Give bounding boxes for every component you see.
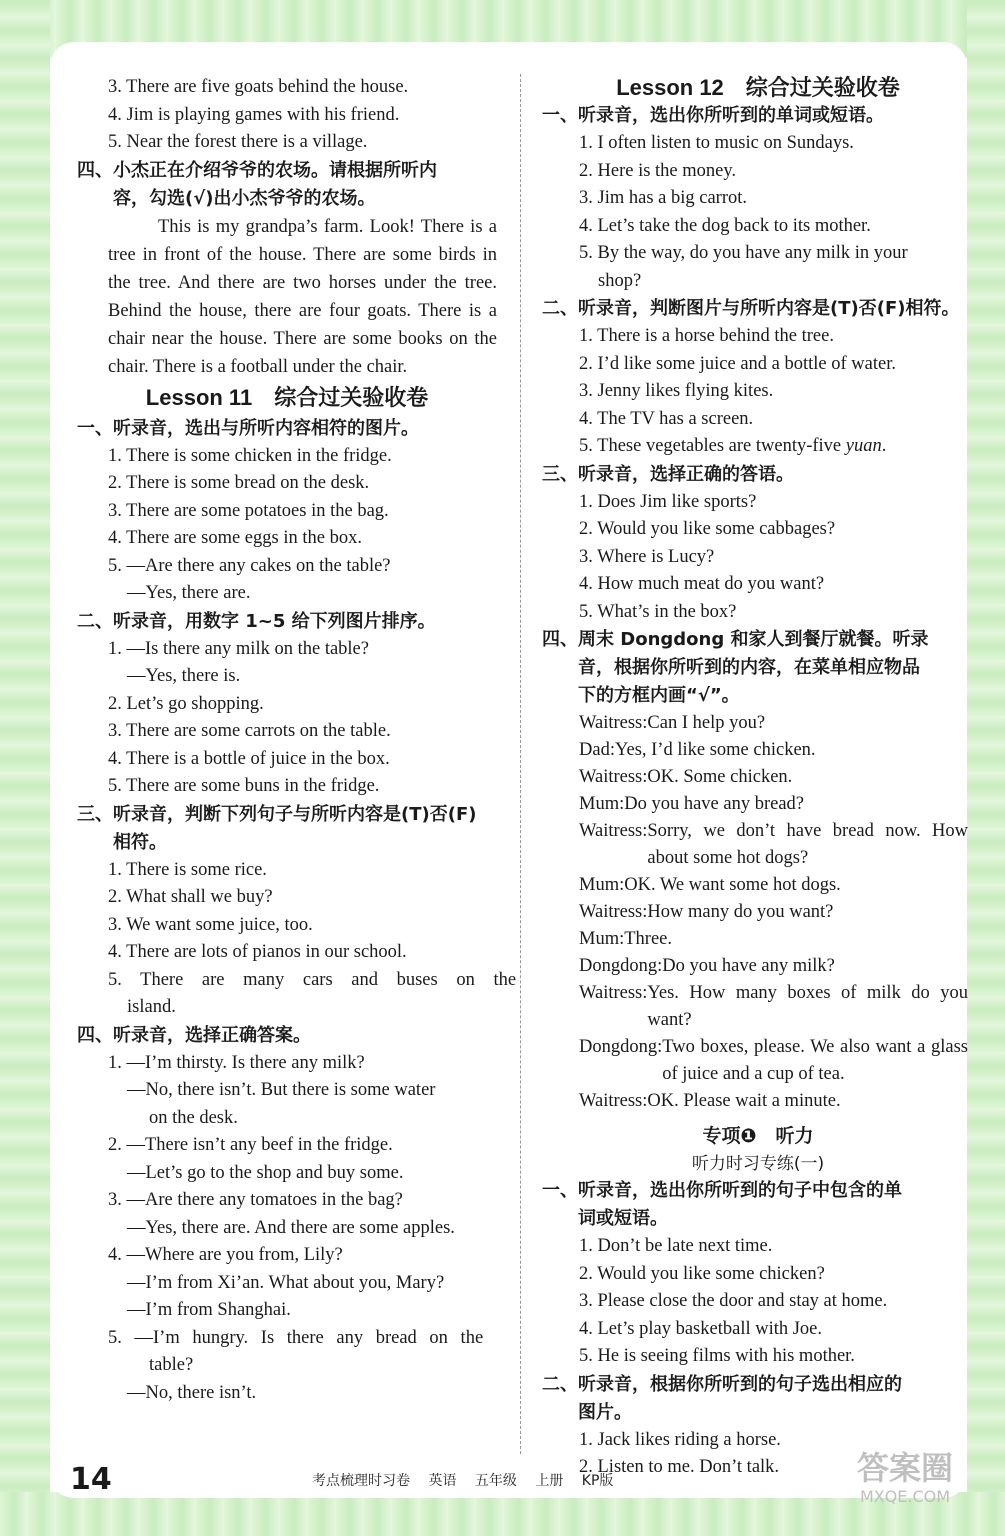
list-item: 3. Please close the door and stay at home. xyxy=(579,1291,888,1311)
section-heading: 图片。 xyxy=(578,1401,632,1423)
dialogue-line xyxy=(548,953,968,980)
speaker: Dongdong: xyxy=(579,1037,663,1057)
dialogue-line xyxy=(548,791,968,818)
section-heading: 三、听录音，选择正确的答语。 xyxy=(542,463,794,485)
list-item: 4. Jim is playing games with his friend. xyxy=(108,104,400,125)
list-item: 1. Jack likes riding a horse. xyxy=(579,1429,781,1450)
list-item: 5. There are some buns in the fridge. xyxy=(108,776,380,796)
list-item: 1. Does Jim like sports? xyxy=(579,491,757,512)
decorative-border-right xyxy=(967,0,1005,1500)
column-divider xyxy=(520,74,521,1454)
section-heading: 三、听录音，判断下列句子与所听内容是(T)否(F) xyxy=(77,803,477,825)
utterance: Three. xyxy=(624,929,672,949)
dialogue-line xyxy=(548,710,968,737)
list-item: 3. There are five goats behind the house. xyxy=(108,77,409,97)
list-item: 2. Listen to me. Don’t talk. xyxy=(579,1457,780,1477)
section-heading: 一、听录音，选出你所听到的单词或短语。 xyxy=(542,105,884,126)
lesson-12-title: Lesson 12 综合过关验收卷 xyxy=(616,75,900,100)
list-item: —I’m from Shanghai. xyxy=(127,1300,291,1320)
utterance: Yes. How many boxes of milk do you want? xyxy=(647,983,968,1030)
item-text: 5. These vegetables are twenty-five xyxy=(579,436,846,456)
list-item: —No, there isn’t. xyxy=(127,1382,257,1403)
speaker: Waitress: xyxy=(579,983,648,1003)
list-item: 5. —Are there any cakes on the table? xyxy=(108,555,391,576)
list-item: 2. Let’s go shopping. xyxy=(108,693,264,714)
list-item: 4. Let’s take the dog back to its mother. xyxy=(579,215,871,236)
list-item: 5. Near the forest there is a village. xyxy=(108,132,368,152)
speaker: Dad: xyxy=(579,740,615,760)
list-item: island. xyxy=(127,997,176,1017)
watermark-logo xyxy=(835,1448,975,1506)
utterance: Two boxes, please. We also want a glass of juice and a cup of tea. xyxy=(662,1037,968,1084)
speaker: Mum: xyxy=(579,794,625,814)
list-item: 1. I often listen to music on Sundays. xyxy=(579,133,854,153)
utterance: Do you have any milk? xyxy=(662,956,835,976)
list-item: shop? xyxy=(598,270,642,291)
lesson-11-title: Lesson 11 综合过关验收卷 xyxy=(145,384,429,410)
list-item: 2. I’d like some juice and a bottle of water. xyxy=(579,353,896,374)
special-section-title: 专项❶ 听力 xyxy=(702,1125,814,1147)
list-item: 2. —There isn’t any beef in the fridge. xyxy=(108,1135,393,1155)
speaker: Waitress: xyxy=(579,713,648,733)
speaker: Waitress: xyxy=(579,1091,648,1111)
farm-passage xyxy=(77,213,497,381)
dialogue-line xyxy=(548,980,968,1034)
list-item: 2. Here is the money. xyxy=(579,160,737,181)
list-item: 3. —Are there any tomatoes in the bag? xyxy=(108,1190,403,1210)
right-column xyxy=(542,74,968,1482)
list-item: 1. There is some rice. xyxy=(108,859,267,880)
speaker: Waitress: xyxy=(579,767,648,787)
speaker: Waitress: xyxy=(579,821,648,841)
restaurant-dialogue xyxy=(548,710,968,1115)
list-item: 2. Would you like some cabbages? xyxy=(579,519,836,539)
list-item: 4. There is a bottle of juice in the box. xyxy=(108,748,390,769)
utterance: How many do you want? xyxy=(647,902,834,922)
dialogue-line xyxy=(548,1088,968,1115)
list-item: 4. —Where are you from, Lily? xyxy=(108,1245,343,1265)
list-item: 1. There is a horse behind the tree. xyxy=(579,326,834,346)
section-heading: 词或短语。 xyxy=(578,1208,668,1229)
utterance: OK. Please wait a minute. xyxy=(647,1091,841,1111)
list-item: 4. There are lots of pianos in our school. xyxy=(108,942,407,962)
section-heading: 容，勾选(√)出小杰爷爷的农场。 xyxy=(113,187,376,209)
list-item: —No, there isn’t. But there is some water xyxy=(127,1080,436,1100)
section-heading: 二、听录音，用数字 1~5 给下列图片排序。 xyxy=(77,610,436,632)
list-item: 4. Let’s play basketball with Joe. xyxy=(579,1318,823,1339)
list-item: 5. —I’m hungry. Is there any bread on the xyxy=(108,1327,484,1348)
dialogue-line xyxy=(548,764,968,791)
list-item: 1. —I’m thirsty. Is there any milk? xyxy=(108,1052,365,1073)
utterance: OK. Some chicken. xyxy=(647,767,793,787)
speaker: Waitress: xyxy=(579,902,648,922)
list-item: on the desk. xyxy=(149,1107,238,1128)
list-item: —I’m from Xi’an. What about you, Mary? xyxy=(127,1272,445,1293)
list-item: 2. What shall we buy? xyxy=(108,887,273,907)
list-item: 2. There is some bread on the desk. xyxy=(108,473,370,493)
list-item: —Yes, there are. xyxy=(127,583,251,603)
list-item: 4. The TV has a screen. xyxy=(579,408,754,429)
list-item xyxy=(548,433,968,461)
special-section-subtitle: 听力时习专练(一) xyxy=(691,1154,825,1174)
section-heading: 相符。 xyxy=(113,831,167,853)
utterance: OK. We want some hot dogs. xyxy=(624,875,841,895)
item-emphasis: yuan xyxy=(845,436,882,456)
dialogue-line xyxy=(548,818,968,872)
page-number: 14 xyxy=(70,1462,112,1497)
utterance: Do you have any bread? xyxy=(624,794,805,814)
speaker: Mum: xyxy=(579,875,625,895)
list-item: 4. How much meat do you want? xyxy=(579,574,825,594)
section-heading: 四、听录音，选择正确答案。 xyxy=(77,1024,311,1046)
list-item: 5. There are many cars and buses on the xyxy=(108,969,517,990)
list-item: 5. He is seeing films with his mother. xyxy=(579,1346,855,1366)
utterance: Yes, I’d like some chicken. xyxy=(614,740,816,760)
passage-text: This is my grandpa’s farm. Look! There is a tree in front of the house. There are some birds in the tree. And there are two horses under the tree. Behind the house, there are four goats. There is a chair near the house. There are some books on the chair. There is a football under the chair. xyxy=(108,216,497,377)
list-item: 3. Where is Lucy? xyxy=(579,546,715,567)
dialogue-line xyxy=(548,872,968,899)
list-item: —Yes, there are. And there are some apples. xyxy=(127,1217,455,1238)
list-item: —Yes, there is. xyxy=(127,666,241,686)
section-heading: 二、听录音，根据你所听到的句子选出相应的 xyxy=(542,1373,902,1395)
dialogue-line xyxy=(548,1034,968,1088)
section-heading: 四、周末 Dongdong 和家人到餐厅就餐。听录 xyxy=(542,629,929,650)
section-heading: 四、小杰正在介绍爷爷的农场。请根据所听内 xyxy=(77,159,437,181)
utterance: Sorry, we don’t have bread now. How about some hot dogs? xyxy=(647,821,968,868)
list-item: 3. There are some potatoes in the bag. xyxy=(108,500,389,521)
speaker: Dongdong: xyxy=(579,956,663,976)
section-heading: 音，根据你所听到的内容，在菜单相应物品 xyxy=(578,657,920,678)
list-item: table? xyxy=(149,1355,194,1375)
list-item: 2. Would you like some chicken? xyxy=(579,1263,825,1284)
section-heading: 一、听录音，选出与所听内容相符的图片。 xyxy=(77,417,419,439)
list-item: 1. —Is there any milk on the table? xyxy=(108,638,369,659)
dialogue-line xyxy=(548,737,968,764)
list-item: 3. Jim has a big carrot. xyxy=(579,188,747,208)
decorative-border-left xyxy=(0,0,50,1500)
list-item: 5. What’s in the box? xyxy=(579,601,737,622)
item-text-end: . xyxy=(881,436,887,456)
watermark-line: MXQE.COM xyxy=(859,1487,951,1506)
list-item: 1. There is some chicken in the fridge. xyxy=(108,445,392,466)
section-heading: 下的方框内画“√”。 xyxy=(578,685,740,706)
dialogue-line xyxy=(548,899,968,926)
section-heading: 一、听录音，选出你所听到的句子中包含的单 xyxy=(542,1180,902,1201)
footer-book-title: 考点梳理时习卷 英语 五年级 上册 KP版 xyxy=(312,1473,614,1489)
utterance: Can I help you? xyxy=(647,713,766,733)
list-item: 1. Don’t be late next time. xyxy=(579,1236,773,1256)
speaker: Mum: xyxy=(579,929,625,949)
list-item: 5. By the way, do you have any milk in your xyxy=(579,243,908,263)
left-column xyxy=(77,74,517,1407)
section-heading: 二、听录音，判断图片与所听内容是(T)否(F)相符。 xyxy=(542,298,960,319)
list-item: 3. Jenny likes flying kites. xyxy=(579,381,774,401)
list-item: 4. There are some eggs in the box. xyxy=(108,528,362,548)
list-item: —Let’s go to the shop and buy some. xyxy=(127,1162,404,1183)
dialogue-line xyxy=(548,926,968,953)
list-item: 3. We want some juice, too. xyxy=(108,914,313,935)
list-item: 3. There are some carrots on the table. xyxy=(108,721,391,741)
watermark-line: 答案圈 xyxy=(856,1449,953,1487)
